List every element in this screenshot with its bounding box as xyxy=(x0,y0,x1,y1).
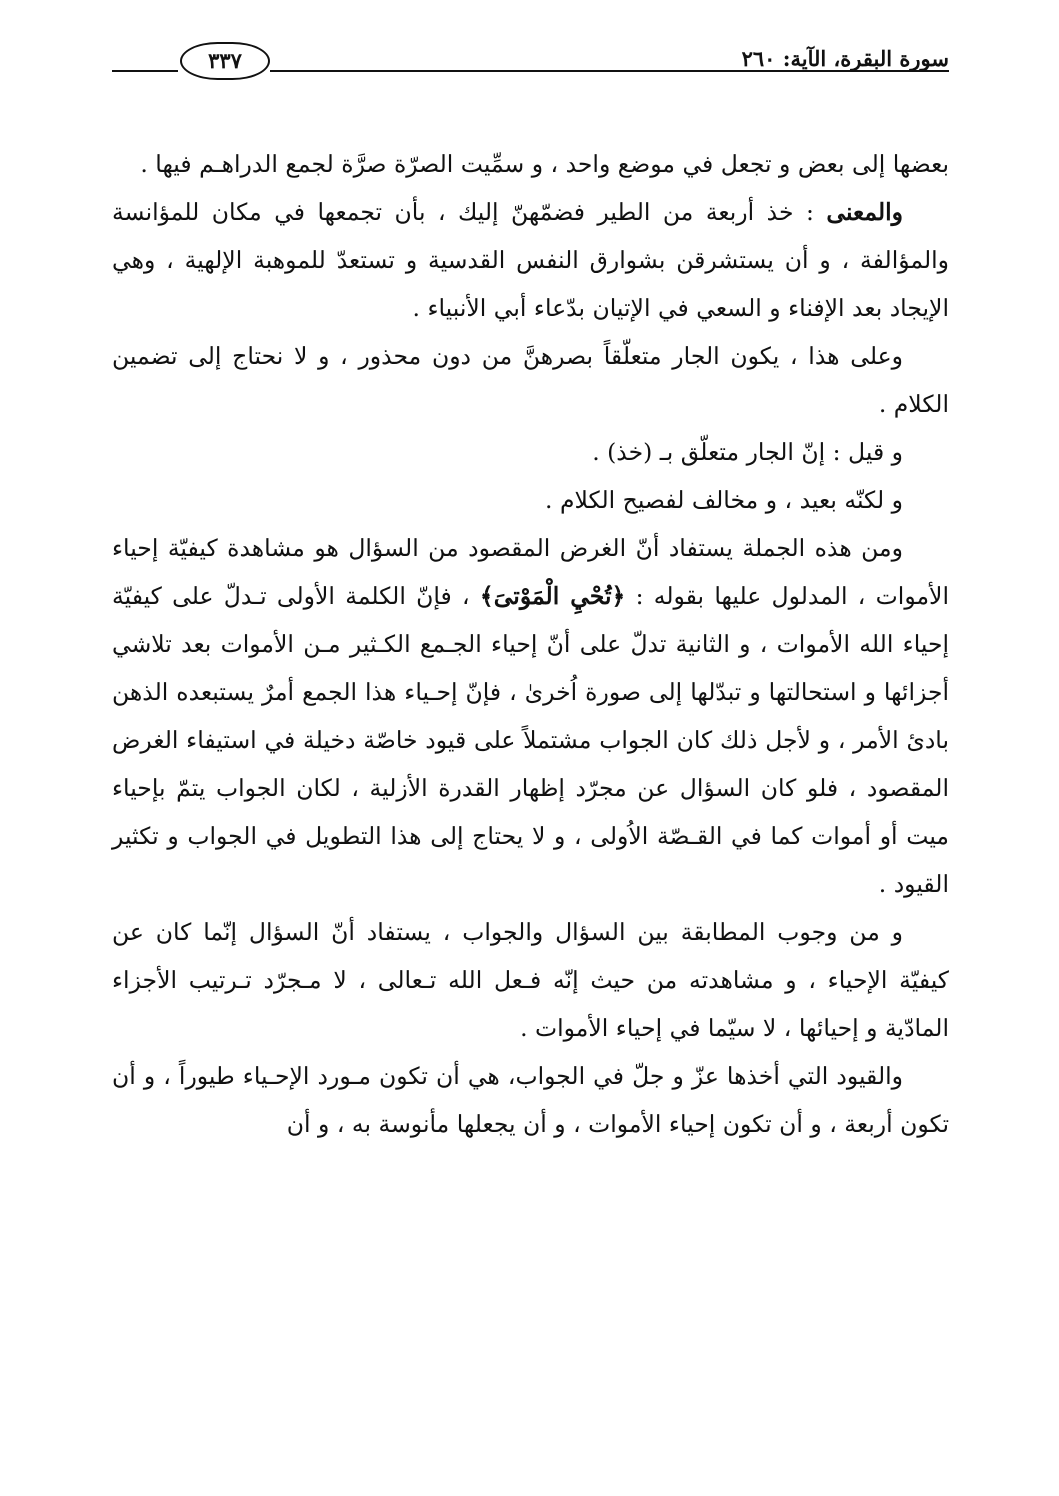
paragraph-4: و قيل : إنّ الجار متعلّق بـ (خذ) . xyxy=(592,438,903,466)
paragraph-1: بعضها إلى بعض و تجعل في موضع واحد ، و سمِّيت الصرّة صرَّة لجمع الدراهـم فيها . xyxy=(140,150,949,178)
paragraph-2: والمعنى : خذ أربعة من الطير فضمّهنّ إليك ، بأن تجمعها في مكان للمؤانسة والمؤالفة ، و أن يستشرقن بشوارق النفس القدسية و تستعدّ للموهبة الإلهية ، وهي الإيجاد بعد الإفناء و السعي في الإتيان بدّعاء أبي الأنبياء . xyxy=(112,198,949,322)
quran-quote: ﴿تُحْيِ الْمَوْتىَ﴾ xyxy=(479,582,626,610)
term-lead: والمعنى xyxy=(826,198,903,226)
paragraph-8: والقيود التي أخذها عزّ و جلّ في الجواب، هي أن تكون مـورد الإحـياء طيوراً ، و أن تكون أربعة ، و أن تكون إحياء الأموات ، و أن يجعلها مأنوسة به ، و أن xyxy=(112,1062,949,1138)
paragraph-6: ومن هذه الجملة يستفاد أنّ الغرض المقصود من السؤال هو مشاهدة كيفيّة إحياء الأموات ، المدلول عليها بقوله : ﴿تُحْيِ الْمَوْتىَ﴾ ، فإنّ الكلمة الأولى تـدلّ على كيفيّة إحياء الله الأموات ، و الثانية تدلّ على أنّ إحياء الجـمع الكـثير مـن الأموات بعد تلاشي أجزائها و استحالتها و تبدّلها إلى صورة اُخرىٰ ، فإنّ إحـياء هذا الجمع أمرٌ يستبعده الذهن بادئ الأمر ، و لأجل ذلك كان الجواب مشتملاً على قيود خاصّة دخيلة في استيفاء الغرض المقصود ، فلو كان السؤال عن مجرّد إظهار القدرة الأزلية ، لكان الجواب يتمّ بإحياء ميت أو أموات كما في القـصّة الاُولى ، و لا يحتاج إلى هذا التطويل في الجواب و تكثير القيود . xyxy=(112,534,949,898)
paragraph-7: و من وجوب المطابقة بين السؤال والجواب ، يستفاد أنّ السؤال إنّما كان عن كيفيّة الإحياء ، و مشاهدته من حيث إنّه فـعل الله تـعالى ، لا مـجرّد تـرتيب الأجزاء المادّية و إحيائها ، لا سيّما في إحياء الأموات . xyxy=(112,918,949,1042)
running-title: سورة البقرة، الآية: ٢٦٠ xyxy=(741,46,949,71)
paragraph-5: و لكنّه بعيد ، و مخالف لفصيح الكلام . xyxy=(545,486,903,514)
page-header xyxy=(112,40,949,92)
body-text xyxy=(112,140,949,1148)
paragraph-3: وعلى هذا ، يكون الجار متعلّقاً بصرهنَّ من دون محذور ، و لا نحتاج إلى تضمين الكلام . xyxy=(112,342,949,418)
page-number: ٣٣٧ xyxy=(180,42,270,80)
